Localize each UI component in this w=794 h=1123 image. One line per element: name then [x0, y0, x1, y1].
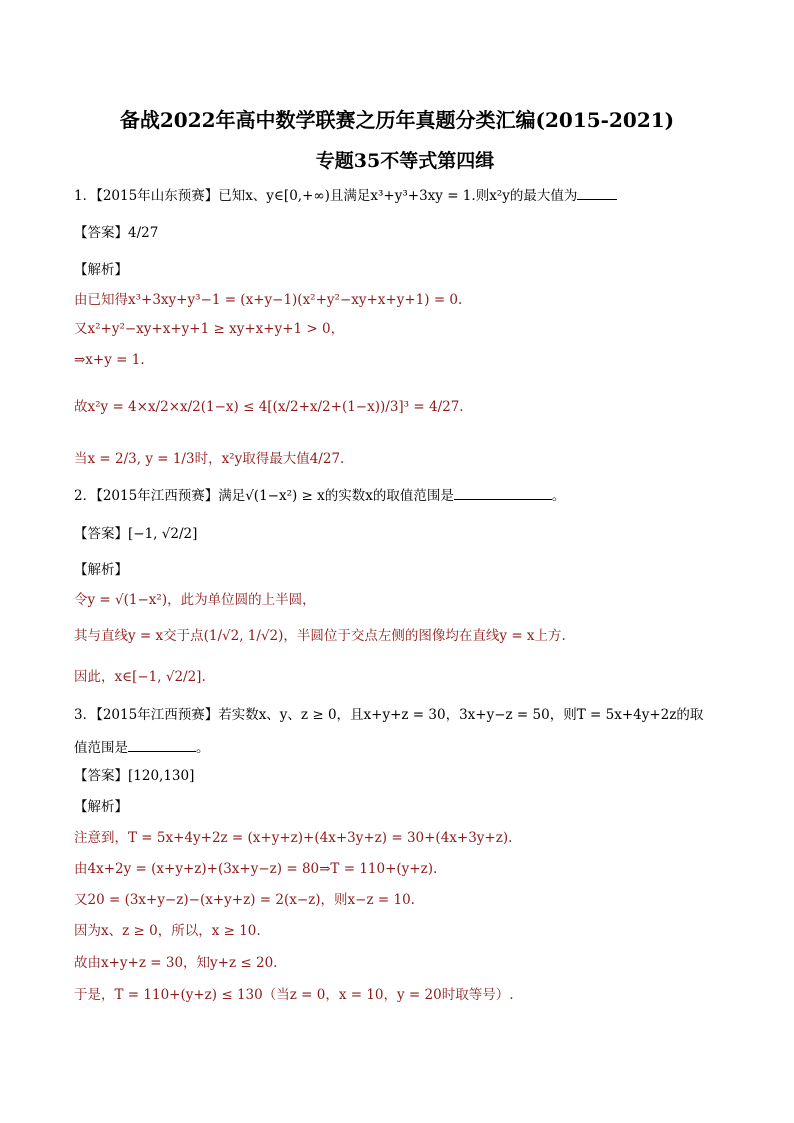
line-text: 故由x+y+z = 30，知y+z ≤ 20. — [74, 955, 278, 971]
text-line — [74, 561, 128, 579]
answer-blank — [577, 186, 617, 200]
line-text: 值范围是 — [74, 740, 128, 756]
line-text: 【解析】 — [74, 262, 128, 278]
text-line — [74, 320, 344, 338]
text-line — [74, 954, 277, 972]
line-text: 又20 = (3x+y−z)−(x+y+z) = 2(x−z)，则x−z = 10. — [74, 892, 415, 908]
line-text: 因此，x∈[−1, √2/2]. — [74, 669, 206, 685]
text-line — [74, 261, 128, 279]
line-text: 当x = 2/3, y = 1/3时，x²y取得最大值4/27. — [74, 451, 345, 467]
line-text: ⇒x+y = 1. — [74, 352, 145, 368]
line-text: 【解析】 — [74, 562, 128, 578]
line-text: 其与直线y = x交于点(1/√2, 1/√2)，半圆位于交点左侧的图像均在直线y = x上方. — [74, 628, 566, 644]
text-line — [74, 922, 261, 940]
text-line — [74, 291, 462, 309]
line-text: 【答案】[−1, √2/2] — [74, 526, 198, 542]
text-line — [74, 767, 194, 785]
text-line — [74, 398, 464, 416]
text-line — [74, 591, 316, 609]
line-tail: 。 — [196, 740, 210, 756]
line-text: 【答案】[120,130] — [74, 768, 195, 784]
text-line — [74, 486, 565, 505]
line-text: 【答案】4/27 — [74, 225, 159, 241]
text-line — [74, 668, 206, 686]
line-text: 故x²y = 4×x/2×x/2(1−x) ≤ 4[(x/2+x/2+(1−x))/3]³ = 4/27. — [74, 399, 464, 415]
text-line — [74, 891, 415, 909]
answer-blank — [128, 738, 196, 752]
line-text: 因为x、z ≥ 0，所以，x ≥ 10. — [74, 923, 261, 939]
line-tail: 。 — [551, 488, 566, 504]
text-line — [74, 829, 512, 847]
text-line — [74, 224, 158, 242]
line-text: 1．【2015年山东预赛】已知x、y∈[0,+∞)且满足x³+y³+3xy = 1.则x²y的最大值为 — [74, 188, 578, 204]
document-title: 备战2022年高中数学联赛之历年真题分类汇编(2015-2021) — [119, 108, 675, 132]
text-line — [74, 738, 210, 757]
line-text: 令y = √(1−x²)，此为单位圆的上半圆， — [74, 592, 316, 608]
answer-blank — [454, 486, 552, 500]
text-line — [74, 525, 197, 543]
text-line — [74, 351, 145, 369]
text-line — [74, 986, 514, 1004]
text-line — [74, 627, 566, 645]
line-text: 由已知得x³+3xy+y³−1 = (x+y−1)(x²+y²−xy+x+y+1) = 0. — [74, 292, 463, 308]
line-text: 注意到，T = 5x+4y+2z = (x+y+z)+(4x+3y+z) = 30+(4x+3y+z). — [74, 830, 513, 846]
line-text: 3．【2015年江西预赛】若实数x、y、z ≥ 0，且x+y+z = 30，3x+y−z = 50，则T = 5x+4y+2z的取 — [74, 707, 704, 723]
line-text: 2．【2015年江西预赛】满足√(1−x²) ≥ x的实数x的取值范围是 — [74, 488, 454, 504]
line-text: 由4x+2y = (x+y+z)+(3x+y−z) = 80⇒T = 110+(y+z). — [74, 861, 438, 877]
text-line — [74, 186, 617, 205]
document-subtitle: 专题35不等式第四缉 — [315, 150, 495, 172]
line-text: 于是，T = 110+(y+z) ≤ 130（当z = 0，x = 10，y = 20时取等号）. — [74, 987, 514, 1003]
text-line — [74, 798, 128, 816]
text-line — [74, 706, 703, 724]
line-text: 【解析】 — [74, 799, 128, 815]
text-line — [74, 450, 344, 468]
line-text: 又x²+y²−xy+x+y+1 ≥ xy+x+y+1 > 0， — [74, 321, 345, 337]
text-line — [74, 860, 437, 878]
